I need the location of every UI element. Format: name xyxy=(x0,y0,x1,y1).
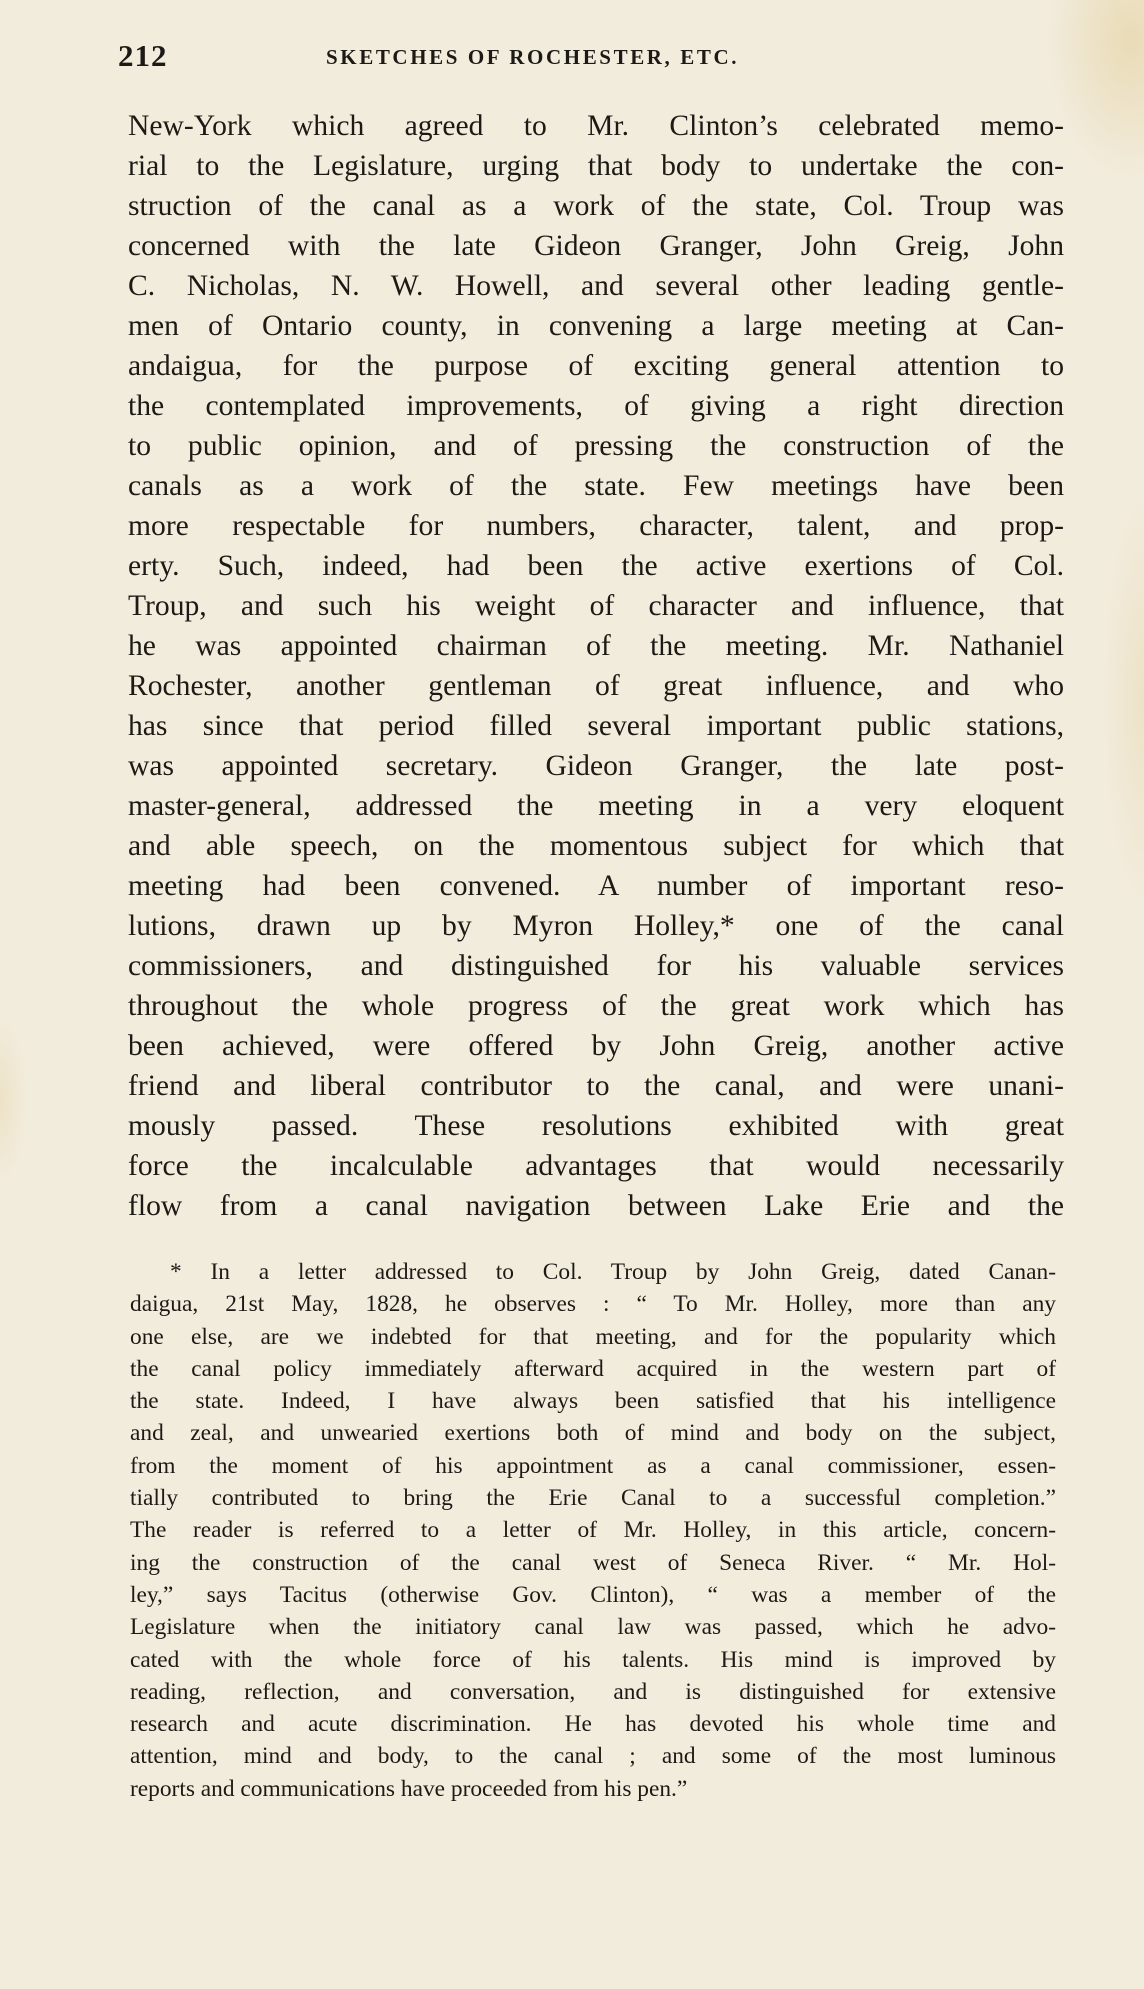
text-line: canals as a work of the state. Few meetings have been xyxy=(128,470,1064,502)
text-line: commissioners, and distinguished for his valuable services xyxy=(128,950,1064,982)
running-title: SKETCHES OF ROCHESTER, ETC. xyxy=(326,45,740,69)
text-line: and able speech, on the momentous subject for which that xyxy=(128,830,1064,862)
text-line: Rochester, another gentleman of great influence, and who xyxy=(128,670,1064,702)
footnote-line: reports and communications have proceeded from his pen.” xyxy=(130,1775,688,1802)
footnote-line: ing the construction of the canal west of Seneca River. “ Mr. Hol- xyxy=(130,1549,1056,1576)
text-line: to public opinion, and of pressing the construction of the xyxy=(128,430,1064,462)
text-line: concerned with the late Gideon Granger, John Greig, John xyxy=(128,230,1064,262)
footnote xyxy=(130,1256,1056,1805)
footnote-line: cated with the whole force of his talents. His mind is improved by xyxy=(130,1646,1056,1673)
text-line: the contemplated improvements, of giving a right direction xyxy=(128,390,1064,422)
page-header xyxy=(118,38,1018,82)
text-line: struction of the canal as a work of the state, Col. Troup was xyxy=(128,190,1064,222)
text-line: C. Nicholas, N. W. Howell, and several other leading gentle- xyxy=(128,270,1064,302)
main-text xyxy=(128,106,1064,1226)
footnote-line: one else, are we indebted for that meeting, and for the popularity which xyxy=(130,1323,1056,1350)
text-line: has since that period filled several important public stations, xyxy=(128,710,1064,742)
footnote-line: attention, mind and body, to the canal ; and some of the most luminous xyxy=(130,1743,1056,1770)
footnote-line: daigua, 21st May, 1828, he observes : “ To Mr. Holley, more than any xyxy=(130,1291,1056,1318)
page-number: 212 xyxy=(118,38,168,73)
text-line: force the incalculable advantages that would necessarily xyxy=(128,1150,1064,1182)
text-line: been achieved, were offered by John Greig, another active xyxy=(128,1030,1064,1062)
footnote-line: ley,” says Tacitus (otherwise Gov. Clinton), “ was a member of the xyxy=(130,1581,1056,1608)
footnote-line: reading, reflection, and conversation, and is distinguished for extensive xyxy=(130,1678,1056,1705)
footnote-line: the state. Indeed, I have always been satisfied that his intelligence xyxy=(130,1388,1056,1415)
text-line: andaigua, for the purpose of exciting general attention to xyxy=(128,350,1064,382)
text-line: Troup, and such his weight of character and influence, that xyxy=(128,590,1064,622)
text-line: flow from a canal navigation between Lake Erie and the xyxy=(128,1190,1064,1222)
text-line: friend and liberal contributor to the canal, and were unani- xyxy=(128,1070,1064,1102)
footnote-line: Legislature when the initiatory canal law was passed, which he advo- xyxy=(130,1614,1056,1641)
text-line: mously passed. These resolutions exhibited with great xyxy=(128,1110,1064,1142)
text-line: New-York which agreed to Mr. Clinton’s celebrated memo- xyxy=(128,110,1064,142)
text-line: throughout the whole progress of the great work which has xyxy=(128,990,1064,1022)
text-line: erty. Such, indeed, had been the active exertions of Col. xyxy=(128,550,1064,582)
footnote-line: the canal policy immediately afterward acquired in the western part of xyxy=(130,1355,1056,1382)
footnote-line: tially contributed to bring the Erie Canal to a successful completion.” xyxy=(130,1485,1056,1512)
text-line: more respectable for numbers, character, talent, and prop- xyxy=(128,510,1064,542)
text-line: lutions, drawn up by Myron Holley,* one of the canal xyxy=(128,910,1064,942)
text-line: rial to the Legislature, urging that body to undertake the con- xyxy=(128,150,1064,182)
footnote-line: from the moment of his appointment as a canal commissioner, essen- xyxy=(130,1452,1056,1479)
text-line: men of Ontario county, in convening a large meeting at Can- xyxy=(128,310,1064,342)
footnote-line: * In a letter addressed to Col. Troup by John Greig, dated Canan- xyxy=(170,1259,1056,1285)
footnote-line: The reader is referred to a letter of Mr. Holley, in this article, concern- xyxy=(130,1517,1056,1544)
text-line: was appointed secretary. Gideon Granger, the late post- xyxy=(128,750,1064,782)
text-line: master-general, addressed the meeting in a very eloquent xyxy=(128,790,1064,822)
footnote-line: and zeal, and unwearied exertions both of mind and body on the subject, xyxy=(130,1420,1056,1447)
text-line: he was appointed chairman of the meeting. Mr. Nathaniel xyxy=(128,630,1064,662)
text-line: meeting had been convened. A number of important reso- xyxy=(128,870,1064,902)
footnote-line: research and acute discrimination. He has devoted his whole time and xyxy=(130,1711,1056,1738)
